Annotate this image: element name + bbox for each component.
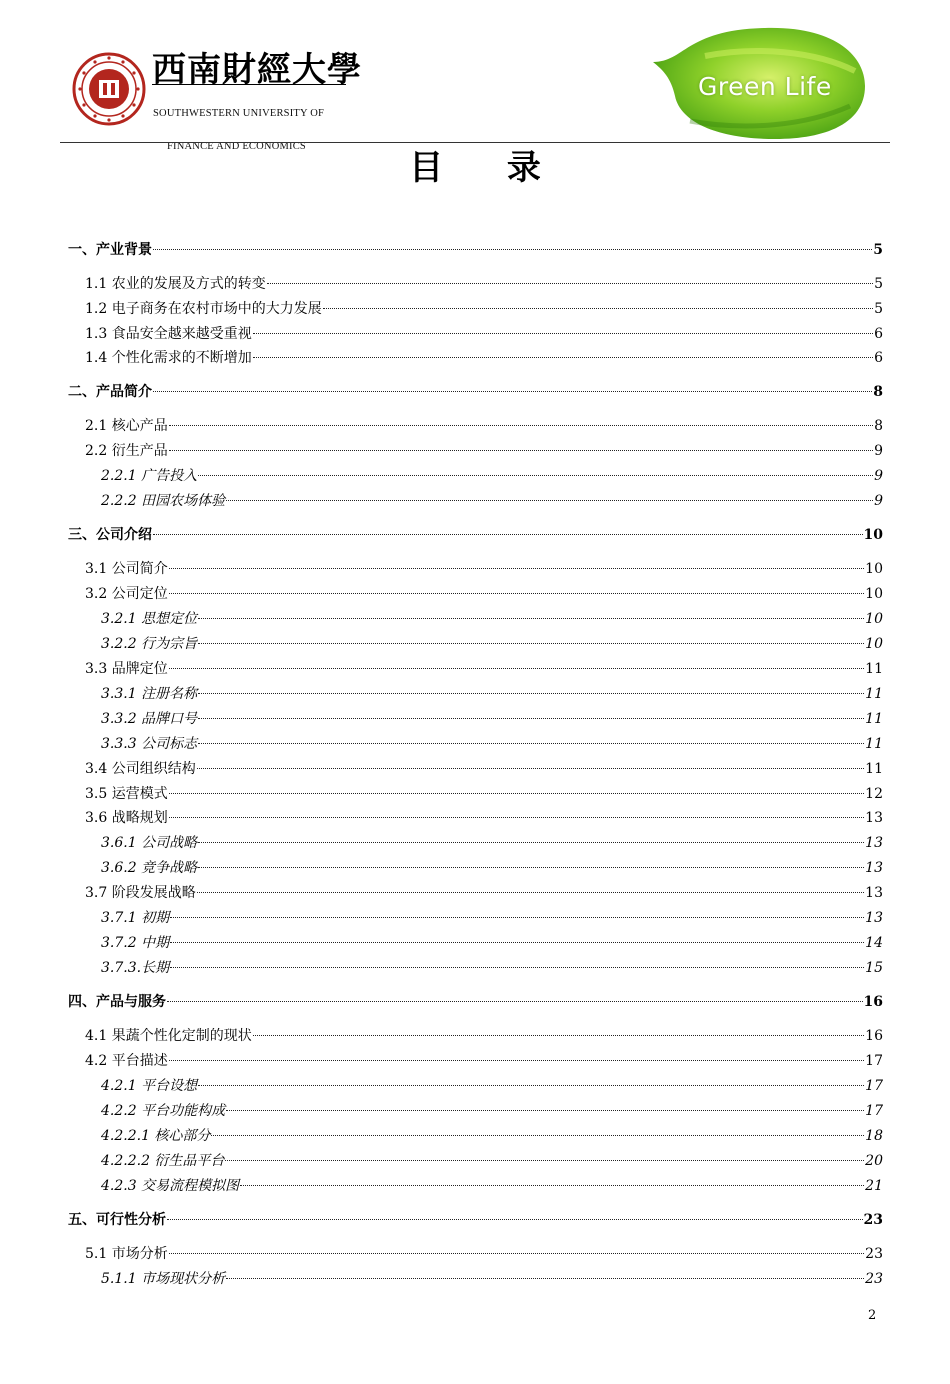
toc-leader-dots <box>240 1185 864 1186</box>
toc-entry-page: 18 <box>865 1128 883 1144</box>
toc-entry[interactable] <box>101 833 883 853</box>
toc-entry-page: 12 <box>865 786 883 802</box>
toc-entry[interactable] <box>101 684 883 704</box>
toc-entry[interactable] <box>68 1210 883 1230</box>
green-life-label: Green Life <box>698 72 832 101</box>
toc-leader-dots <box>198 475 873 476</box>
toc-leader-dots <box>169 668 864 669</box>
toc-leader-dots <box>226 1110 864 1111</box>
toc-entry[interactable] <box>85 808 883 828</box>
toc-entry-title: 三、公司介绍 <box>68 527 152 543</box>
toc-entry-title: 1.1 农业的发展及方式的转变 <box>85 276 266 292</box>
toc-entry-page: 23 <box>865 1246 883 1262</box>
toc-leader-dots <box>170 942 864 943</box>
toc-leader-dots <box>170 917 864 918</box>
toc-entry-title: 4.2.2.1 核心部分 <box>101 1128 211 1144</box>
toc-entry[interactable] <box>101 858 883 878</box>
toc-entry-page: 14 <box>865 935 883 951</box>
toc-entry[interactable] <box>85 274 883 294</box>
toc-leader-dots <box>153 249 872 250</box>
toc-entry-title: 3.2.2 行为宗旨 <box>101 636 198 652</box>
toc-entry-page: 8 <box>873 384 883 400</box>
toc-entry-title: 3.6.2 竞争战略 <box>101 860 198 876</box>
toc-entry-page: 10 <box>865 636 883 652</box>
page-title: 目 录 <box>409 148 567 188</box>
toc-entry-page: 5 <box>874 276 883 292</box>
toc-leader-dots <box>169 793 864 794</box>
university-name-cn: 西南財經大學 <box>152 50 362 90</box>
toc-leader-dots <box>197 768 864 769</box>
toc-entry[interactable] <box>85 324 883 344</box>
toc-entry-title: 五、可行性分析 <box>68 1212 166 1228</box>
toc-entry-page: 13 <box>865 860 883 876</box>
toc-entry-page: 9 <box>874 493 883 509</box>
toc-leader-dots <box>169 425 873 426</box>
toc-entry-page: 17 <box>865 1078 883 1094</box>
toc-leader-dots <box>226 500 873 501</box>
toc-entry[interactable] <box>85 1026 883 1046</box>
toc-entry-page: 16 <box>865 1028 883 1044</box>
toc-entry-page: 5 <box>873 242 883 258</box>
toc-entry-title: 四、产品与服务 <box>68 994 166 1010</box>
toc-entry-page: 9 <box>874 468 883 484</box>
toc-entry-page: 9 <box>874 443 883 459</box>
toc-entry-page: 11 <box>865 711 883 727</box>
toc-entry-page: 11 <box>865 761 883 777</box>
toc-entry[interactable] <box>68 992 883 1012</box>
university-seal-icon <box>72 52 146 126</box>
toc-entry-page: 13 <box>865 835 883 851</box>
toc-leader-dots <box>198 1085 864 1086</box>
toc-entry-title: 3.7.2 中期 <box>101 935 170 951</box>
toc-entry-title: 1.3 食品安全越来越受重视 <box>85 326 252 342</box>
toc-entry-page: 21 <box>865 1178 883 1194</box>
toc-entry-page: 13 <box>865 810 883 826</box>
toc-entry-page: 17 <box>865 1103 883 1119</box>
toc-entry[interactable] <box>101 958 883 978</box>
toc-entry-page: 10 <box>863 527 883 543</box>
toc-leader-dots <box>169 568 864 569</box>
toc-entry-title: 4.2.3 交易流程模拟图 <box>101 1178 240 1194</box>
toc-entry[interactable] <box>101 1101 883 1121</box>
toc-entry-page: 23 <box>865 1271 883 1287</box>
toc-entry-page: 6 <box>874 350 883 366</box>
toc-entry[interactable] <box>101 1126 883 1146</box>
toc-entry[interactable] <box>85 299 883 319</box>
toc-entry[interactable] <box>85 883 883 903</box>
toc-leader-dots <box>153 534 863 535</box>
toc-entry[interactable] <box>101 634 883 654</box>
toc-leader-dots <box>170 967 864 968</box>
toc-entry-title: 3.3.1 注册名称 <box>101 686 198 702</box>
page-number: 2 <box>868 1308 877 1323</box>
toc-entry-title: 2.1 核心产品 <box>85 418 168 434</box>
university-name-en-line2: FINANCE AND ECONOMICS <box>167 141 306 152</box>
toc-entry[interactable] <box>101 1076 883 1096</box>
toc-entry[interactable] <box>85 584 883 604</box>
toc-leader-dots <box>169 450 873 451</box>
toc-entry-title: 4.2.2.2 衍生品平台 <box>101 1153 225 1169</box>
toc-leader-dots <box>197 892 864 893</box>
toc-entry[interactable] <box>101 908 883 928</box>
toc-entry-title: 4.2.2 平台功能构成 <box>101 1103 226 1119</box>
toc-entry[interactable] <box>101 1176 883 1196</box>
toc-entry-title: 二、产品简介 <box>68 384 152 400</box>
toc-entry-page: 23 <box>863 1212 883 1228</box>
header-rule <box>60 142 890 143</box>
toc-leader-dots <box>198 643 864 644</box>
toc-leader-dots <box>226 1278 864 1279</box>
toc-entry[interactable] <box>68 240 883 260</box>
toc-leader-dots <box>198 867 864 868</box>
toc-leader-dots <box>198 718 864 719</box>
toc-entry-title: 3.7 阶段发展战略 <box>85 885 196 901</box>
toc-entry[interactable] <box>85 1244 883 1264</box>
toc-entry-title: 1.2 电子商务在农村市场中的大力发展 <box>85 301 322 317</box>
logo-divider <box>152 84 346 85</box>
toc-entry[interactable] <box>68 382 883 402</box>
toc-entry-title: 2.2.2 田园农场体验 <box>101 493 226 509</box>
toc-entry-page: 20 <box>865 1153 883 1169</box>
toc-leader-dots <box>267 283 873 284</box>
toc-leader-dots <box>167 1001 863 1002</box>
toc-entry-title: 4.2 平台描述 <box>85 1053 168 1069</box>
toc-entry-page: 5 <box>874 301 883 317</box>
toc-entry-title: 5.1.1 市场现状分析 <box>101 1271 226 1287</box>
toc-entry[interactable] <box>85 348 883 368</box>
toc-leader-dots <box>253 333 873 334</box>
toc-entry-page: 6 <box>874 326 883 342</box>
toc-entry-page: 11 <box>865 661 883 677</box>
toc-entry-title: 3.5 运营模式 <box>85 786 168 802</box>
toc-leader-dots <box>198 618 864 619</box>
toc-entry-page: 13 <box>865 910 883 926</box>
toc-entry-title: 4.1 果蔬个性化定制的现状 <box>85 1028 252 1044</box>
toc-entry-page: 15 <box>865 960 883 976</box>
toc-entry-page: 11 <box>865 736 883 752</box>
toc-entry-title: 一、产业背景 <box>68 242 152 258</box>
toc-entry-title: 2.2.1 广告投入 <box>101 468 198 484</box>
toc-entry-page: 17 <box>865 1053 883 1069</box>
toc-leader-dots <box>253 357 873 358</box>
toc-entry[interactable] <box>85 559 883 579</box>
toc-leader-dots <box>211 1135 864 1136</box>
toc-entry-title: 3.2 公司定位 <box>85 586 168 602</box>
toc-leader-dots <box>253 1035 864 1036</box>
toc-entry[interactable] <box>101 933 883 953</box>
toc-leader-dots <box>169 1060 864 1061</box>
toc-entry[interactable] <box>85 416 883 436</box>
toc-entry-title: 3.6.1 公司战略 <box>101 835 198 851</box>
toc-entry-page: 10 <box>865 586 883 602</box>
toc-leader-dots <box>323 308 873 309</box>
toc-entry-title: 3.7.1 初期 <box>101 910 170 926</box>
toc-entry[interactable] <box>101 491 883 511</box>
toc-entry[interactable] <box>85 759 883 779</box>
toc-leader-dots <box>225 1160 864 1161</box>
toc-entry-title: 3.6 战略规划 <box>85 810 168 826</box>
toc-leader-dots <box>167 1219 863 1220</box>
toc-leader-dots <box>198 743 864 744</box>
toc-entry[interactable] <box>85 1051 883 1071</box>
toc-entry[interactable] <box>68 525 883 545</box>
toc-entry-title: 3.7.3.长期 <box>101 960 170 976</box>
toc-entry[interactable] <box>101 709 883 729</box>
toc-entry-page: 13 <box>865 885 883 901</box>
toc-entry-page: 8 <box>874 418 883 434</box>
toc-entry[interactable] <box>85 784 883 804</box>
toc-entry[interactable] <box>101 466 883 486</box>
toc-entry-title: 3.3 品牌定位 <box>85 661 168 677</box>
toc-entry-page: 10 <box>865 561 883 577</box>
university-name-en-line1: SOUTHWESTERN UNIVERSITY OF <box>153 108 325 119</box>
toc-entry-title: 2.2 衍生产品 <box>85 443 168 459</box>
toc-entry[interactable] <box>101 734 883 754</box>
toc-entry-title: 3.4 公司组织结构 <box>85 761 196 777</box>
toc-entry[interactable] <box>85 659 883 679</box>
toc-leader-dots <box>198 693 864 694</box>
toc-entry-title: 1.4 个性化需求的不断增加 <box>85 350 252 366</box>
toc-entry[interactable] <box>101 1269 883 1289</box>
toc-entry-title: 3.3.3 公司标志 <box>101 736 198 752</box>
toc-entry-page: 16 <box>863 994 883 1010</box>
toc-entry-title: 3.3.2 品牌口号 <box>101 711 198 727</box>
toc-entry-title: 3.1 公司简介 <box>85 561 168 577</box>
toc-entry-title: 3.2.1 思想定位 <box>101 611 198 627</box>
toc-entry-title: 5.1 市场分析 <box>85 1246 168 1262</box>
toc-leader-dots <box>169 817 864 818</box>
toc-entry-page: 11 <box>865 686 883 702</box>
toc-entry-page: 10 <box>865 611 883 627</box>
toc-leader-dots <box>198 842 864 843</box>
toc-entry[interactable] <box>85 441 883 461</box>
toc-leader-dots <box>169 593 864 594</box>
toc-entry[interactable] <box>101 609 883 629</box>
toc-entry-title: 4.2.1 平台设想 <box>101 1078 198 1094</box>
toc-leader-dots <box>169 1253 864 1254</box>
toc-leader-dots <box>153 391 872 392</box>
page-header <box>0 0 950 152</box>
toc-entry[interactable] <box>101 1151 883 1171</box>
